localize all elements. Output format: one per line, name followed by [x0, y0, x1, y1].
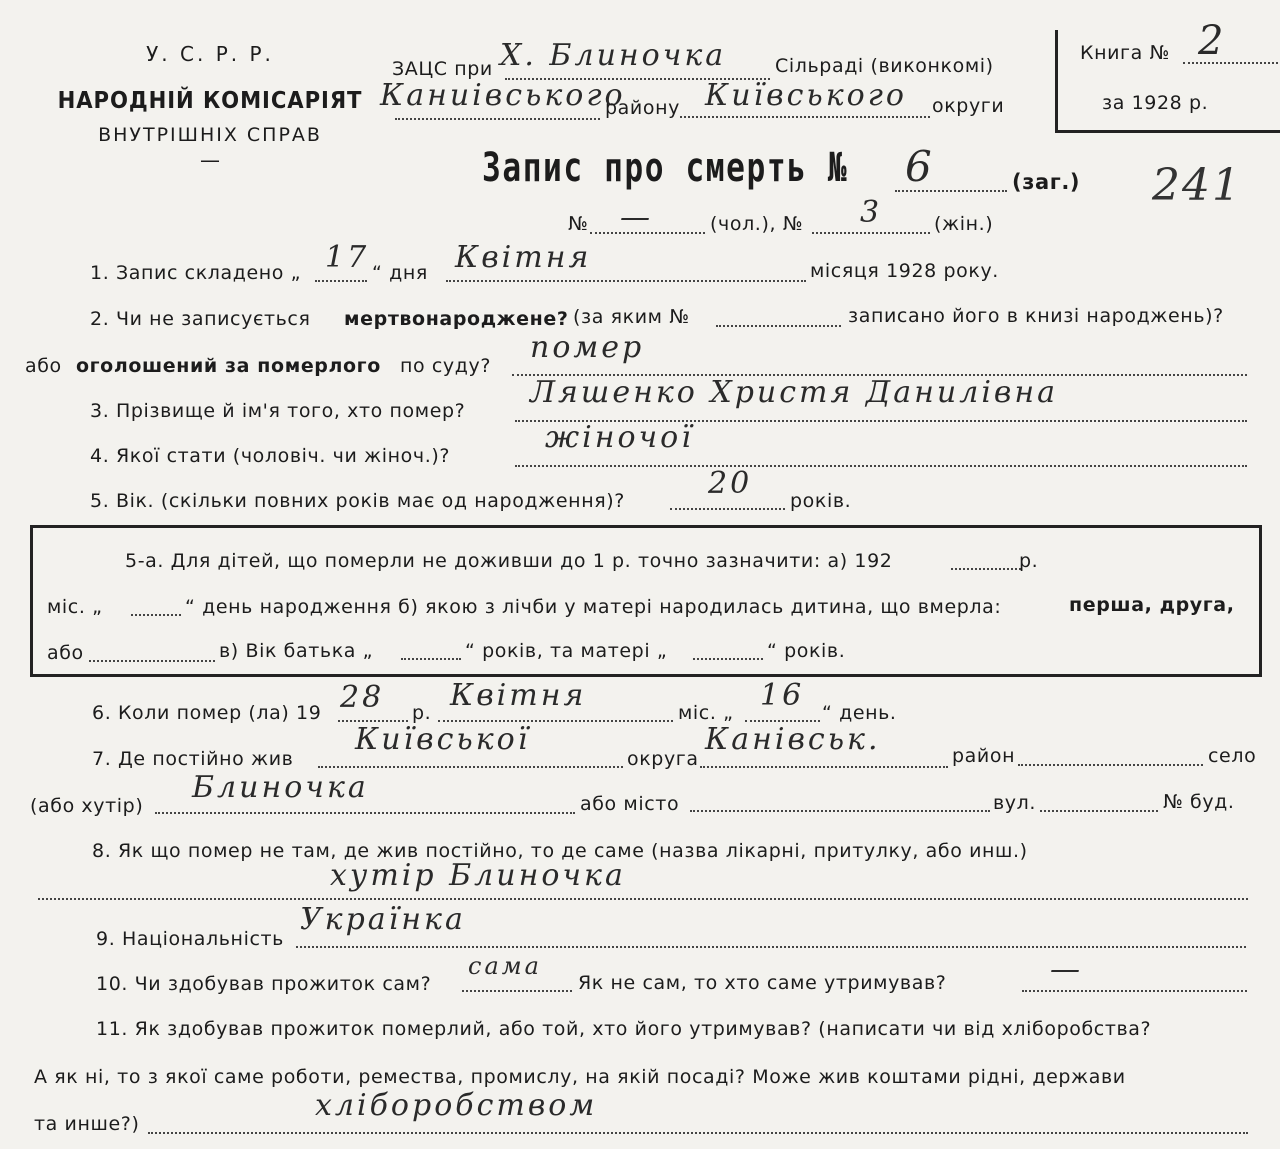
q1-mid: “ дня — [372, 262, 428, 284]
q6-a: 6. Коли помер (ла) 19 — [92, 702, 322, 724]
header-left — [40, 40, 380, 172]
q4-value: жіночої — [545, 420, 694, 455]
q2-d: записано його в книзі народжень)? — [848, 305, 1224, 327]
q5a-line3-a: або — [47, 642, 84, 664]
q7-d: село — [1208, 745, 1257, 767]
republic-label: У. С. Р. Р. — [146, 42, 274, 66]
district-handwritten: Каниівського — [380, 78, 626, 113]
book-number: 2 — [1198, 18, 1227, 64]
district-field-line — [395, 118, 600, 120]
q1-prefix: 1. Запис складено „ — [90, 262, 302, 284]
q11-line2: А як ні, то з якої саме роботи, ремества, промислу, на якій посаді? Може жив коштами рідні, держави — [34, 1066, 1126, 1088]
q5a-line2-b: “ день народження б) якою з лічби у матері народилась дитина, що вмерла: — [185, 596, 1002, 618]
q1-day: 17 — [325, 240, 370, 275]
q7-district-line — [700, 766, 948, 768]
q10-b: Як не сам, то хто саме утримував? — [578, 972, 947, 994]
q5a-or-line — [89, 660, 215, 662]
q1-month-line — [446, 280, 806, 282]
q5a-line1: 5-а. Для дітей, що померли не доживши до 1 р. точно зазначити: а) 192 — [125, 550, 893, 572]
form-title-text: Запис про смерть № — [482, 145, 849, 191]
okrug-field-line — [680, 116, 930, 118]
q5a-line3-b: в) Вік батька „ — [219, 640, 374, 662]
q5-label: 5. Вік. (скільки повних років має од народження)? — [90, 490, 625, 512]
q2b-a: або — [25, 355, 62, 377]
q7-c: район — [952, 745, 1016, 767]
q10-who-line — [1022, 990, 1247, 992]
q10-value: сама — [468, 952, 542, 980]
q6-d: “ день. — [822, 702, 897, 724]
q7-district: Канівськ. — [705, 722, 881, 757]
q7b-b: або місто — [580, 793, 680, 815]
q11-line1: 11. Як здобував прожиток померлий, або той, хто його утримував? (написати чи від хліборобства? — [96, 1018, 1152, 1040]
q6-day: 16 — [760, 678, 805, 713]
q11-value: хліборобством — [315, 1088, 598, 1123]
q5a-father-line — [401, 658, 461, 660]
q10-self-line — [462, 990, 572, 992]
q2b-b: оголошений за померлого — [76, 355, 381, 377]
zags-label: ЗАЦС при — [392, 58, 493, 80]
q7-okrug: Київської — [355, 722, 531, 757]
q8-line — [38, 898, 1248, 900]
q1-month: Квітня — [455, 240, 592, 275]
q4-line — [515, 465, 1247, 467]
q5a-line2-c: перша, друга, — [1069, 594, 1235, 616]
q10-a: 10. Чи здобував прожиток сам? — [96, 973, 432, 995]
q1-day-line — [315, 280, 367, 282]
female-number: 3 — [860, 195, 883, 230]
q4-label: 4. Якої стати (чоловіч. чи жіноч.)? — [90, 445, 451, 467]
q10-value2: — — [1050, 952, 1083, 987]
book-label: Книга № — [1080, 42, 1170, 64]
number-label: № — [568, 213, 589, 235]
q9-line — [296, 946, 1246, 948]
q5-line — [670, 508, 785, 510]
q7b-d: № буд. — [1163, 791, 1235, 813]
book-year: за 1928 р. — [1102, 92, 1209, 114]
q2-c: (за яким № — [573, 306, 690, 328]
q7b-village-line — [155, 812, 575, 814]
q5a-line2-a: міс. „ — [47, 596, 103, 618]
okrug-handwritten: Київського — [705, 78, 907, 113]
q11-line — [148, 1132, 1248, 1134]
q2-a: 2. Чи не записується — [90, 308, 311, 330]
q7b-street-line — [1040, 810, 1158, 812]
q5a-line3-d: “ років. — [767, 640, 846, 662]
q8-label: 8. Як що помер не там, де жив постійно, то де саме (назва лікарні, притулку, або инш.) — [92, 840, 1028, 862]
q2-b: мертвонароджене? — [344, 308, 569, 330]
q7b-village: Блиночка — [192, 770, 369, 805]
q7-village-line — [1018, 764, 1203, 766]
q7b-a: (або хутір) — [30, 795, 144, 817]
q7b-c: вул. — [993, 792, 1037, 814]
record-number: 6 — [905, 142, 935, 191]
male-number: — — [620, 200, 653, 235]
q9-value: Українка — [300, 902, 466, 937]
q6-year: 28 — [340, 680, 385, 715]
q2b-c: по суду? — [400, 355, 492, 377]
q11-line3: та инше?) — [34, 1113, 140, 1135]
q2b-value: помер — [530, 330, 645, 365]
q5a-year-line — [951, 568, 1021, 570]
village-council-label: Сільраді (виконкомі) — [775, 55, 994, 77]
q9-label: 9. Національність — [96, 928, 284, 950]
form-title — [482, 145, 848, 191]
q5a-box — [30, 525, 1262, 677]
q3-label: 3. Прізвище й ім'я того, хто помер? — [90, 400, 466, 422]
department-label: ВНУТРІШНІХ СПРАВ — [98, 124, 322, 146]
q2-number-line — [716, 325, 841, 327]
commissariat-label: НАРОДНІЙ КОМІСАРІЯТ — [57, 88, 363, 114]
okrug-label: округи — [932, 95, 1005, 117]
q5a-month-line — [131, 614, 181, 616]
village-handwritten: Х. Блиночка — [500, 38, 727, 73]
q5a-mother-line — [693, 658, 763, 660]
q7-okrug-line — [318, 766, 623, 768]
district-label: району — [605, 97, 680, 119]
q8-value: хутір Блиночка — [330, 858, 626, 893]
q1-suffix: місяця 1928 року. — [810, 260, 999, 282]
q5-value: 20 — [708, 466, 753, 501]
q6-month: Квітня — [450, 678, 587, 713]
female-number-line — [812, 232, 930, 234]
q5a-line1-end: р. — [1019, 550, 1039, 572]
header-dash: — — [200, 148, 220, 172]
q7-a: 7. Де постійно жив — [92, 748, 294, 770]
general-suffix: (заг.) — [1012, 170, 1081, 194]
male-label: (чол.), № — [710, 213, 804, 235]
q6-b: р. — [412, 702, 432, 724]
q7b-city-line — [690, 810, 990, 812]
q5-suffix: років. — [790, 490, 852, 512]
book-box — [1055, 18, 1280, 133]
q3-value: Ляшенко Христя Данилівна — [530, 375, 1059, 410]
female-label: (жін.) — [934, 213, 994, 235]
q7-b: округа — [627, 748, 699, 770]
q5a-line3-c: “ років, та матері „ — [465, 640, 668, 662]
q6-c: міс. „ — [678, 702, 734, 724]
margin-number: 241 — [1152, 160, 1242, 211]
